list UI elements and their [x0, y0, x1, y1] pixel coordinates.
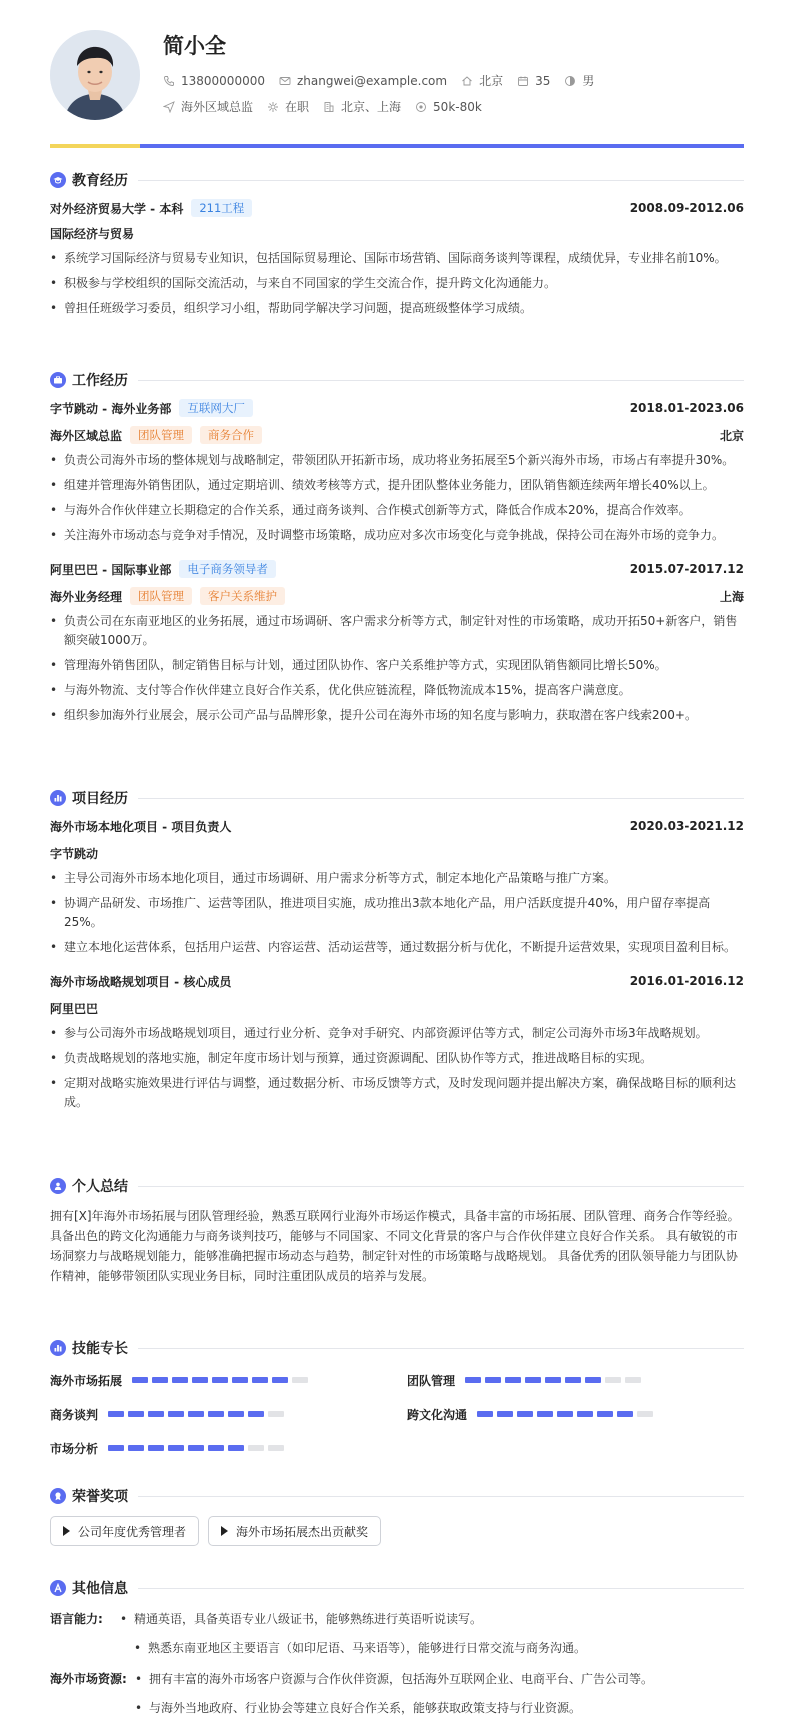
section-header [50, 370, 744, 390]
header-divider [50, 144, 744, 148]
age-item [517, 74, 550, 88]
phone-item [163, 74, 265, 88]
section-title: 荣誉奖项 [72, 1489, 128, 1505]
position-item [163, 98, 253, 115]
job-bullets [50, 612, 744, 725]
candidate-name: 简小全 [163, 34, 226, 58]
section-header [50, 1338, 744, 1358]
list-item: • 定期对战略实施效果进行评估与调整，通过数据分析、市场反馈等方式，及时发现问题并提出解决方案，确保战略目标的顺利达成。 [50, 1074, 744, 1112]
play-triangle-icon [221, 1526, 228, 1536]
avatar [50, 30, 140, 120]
section-rule [138, 1186, 744, 1187]
education-period: 2008.09-2012.06 [629, 201, 744, 215]
skill-item [50, 1406, 288, 1422]
job-role-row [50, 586, 744, 606]
skill-segment-filled [168, 1445, 184, 1451]
skill-segment-filled [497, 1411, 513, 1417]
section-header [50, 170, 744, 190]
section-header [50, 788, 744, 808]
skill-segment-empty [292, 1377, 308, 1383]
project-name: 海外市场战略规划项目 - 核心成员 [50, 974, 232, 989]
position-text: 海外区域总监 [181, 100, 254, 114]
section-title: 技能专长 [72, 1341, 128, 1357]
bar-chart-icon [50, 1340, 66, 1356]
play-triangle-icon [63, 1526, 70, 1536]
project-bullets [50, 1024, 744, 1112]
skill-segment-filled [208, 1411, 224, 1417]
city-text: 北京 [479, 74, 504, 88]
job-header [50, 398, 744, 418]
section-title: 个人总结 [72, 1179, 128, 1195]
section-rule [138, 1348, 744, 1349]
gender-text: 男 [582, 74, 595, 88]
projects-section [50, 788, 744, 1112]
other-group-bullets [120, 1610, 744, 1658]
skill-name: 商务谈判 [50, 1407, 99, 1422]
section-rule [138, 180, 744, 181]
school-tag: 211工程 [191, 199, 252, 217]
company-tag: 电子商务领导者 [179, 560, 276, 578]
project-org: 字节跳动 [50, 846, 99, 861]
job-header [50, 559, 744, 579]
skills-grid [50, 1358, 744, 1458]
skill-segment-filled [617, 1411, 633, 1417]
skill-segment-filled [208, 1445, 224, 1451]
phone-text: 13800000000 [181, 73, 265, 88]
job-role: 海外业务经理 [50, 589, 123, 604]
project-org-row [50, 998, 744, 1018]
section-title: 项目经历 [72, 791, 128, 807]
skill-segment-filled [108, 1411, 124, 1417]
skill-segment-filled [585, 1377, 601, 1383]
project-header [50, 971, 744, 991]
education-entry-header [50, 198, 744, 218]
target-city-text: 北京、上海 [341, 100, 402, 114]
calendar-icon [517, 75, 529, 87]
skill-segment-filled [545, 1377, 561, 1383]
project-bullets [50, 869, 744, 957]
skill-segment-filled [192, 1377, 208, 1383]
section-title: 其他信息 [72, 1581, 128, 1597]
award-badge [50, 1516, 199, 1546]
skill-level-bar [477, 1411, 657, 1417]
job-period: 2015.07-2017.12 [629, 562, 744, 576]
mail-icon [279, 75, 291, 87]
list-item: • 与海外物流、支付等合作伙伴建立良好合作关系，优化供应链流程，降低物流成本15%，提高客户满意度。 [50, 681, 744, 700]
list-item: • 与海外当地政府、行业协会等建立良好合作关系，能够获取政策支持与行业资源。 [135, 1699, 744, 1718]
briefcase-icon [50, 372, 66, 388]
other-group-label: 海外市场资源: [50, 1672, 127, 1686]
major-row [50, 223, 744, 243]
skills-section [50, 1338, 744, 1458]
skill-level-bar [108, 1445, 288, 1451]
list-item: • 组建并管理海外销售团队，通过定期培训、绩效考核等方式，提升团队整体业务能力，团队销售额连续两年增长40%以上。 [50, 476, 744, 495]
skill-segment-empty [268, 1411, 284, 1417]
company-name: 阿里巴巴 - 国际事业部 [50, 562, 172, 577]
award-badge [208, 1516, 381, 1546]
section-title: 教育经历 [72, 173, 128, 189]
list-item: • 精通英语，具备英语专业八级证书，能够熟练进行英语听说读写。 [120, 1610, 744, 1629]
skill-segment-filled [232, 1377, 248, 1383]
education-bullets [50, 249, 744, 318]
avatar-portrait-icon [50, 30, 140, 120]
list-item: • 管理海外销售团队，制定销售目标与计划，通过团队协作、客户关系维护等方式，实现团队销售额同比增长50%。 [50, 656, 744, 675]
list-item: • 建立本地化运营体系，包括用户运营、内容运营、活动运营等，通过数据分析与优化，不断提升运营效果，实现项目盈利目标。 [50, 938, 744, 957]
user-icon [564, 75, 576, 87]
skill-level-bar [108, 1411, 288, 1417]
other-group-label: 语言能力: [50, 1612, 103, 1626]
city-item [461, 72, 503, 89]
role-tag: 商务合作 [200, 426, 262, 444]
section-title: 工作经历 [72, 373, 128, 389]
section-rule [138, 1496, 744, 1497]
email-text: zhangwei@example.com [296, 73, 448, 88]
home-icon [461, 75, 473, 87]
skill-level-bar [465, 1377, 645, 1383]
project-org-row [50, 843, 744, 863]
section-rule [138, 380, 744, 381]
gear-icon [267, 101, 279, 113]
skill-item [50, 1440, 288, 1456]
job-location: 上海 [719, 589, 744, 604]
section-rule [138, 798, 744, 799]
summary-text: 拥有[X]年海外市场拓展与团队管理经验，熟悉互联网行业海外市场运作模式，具备丰富的市场拓展、团队管理、商务合作等经验。 具备出色的跨文化沟通能力与商务谈判技巧，能够与不同国家、不同文化背景的客户与合作伙伴建立良好合作关系。 具有敏锐的市场洞察力与战略规划能力，能够准确把握市场动态与趋势，制定针对性的市场策略与战略规划。 具备优秀的团队领导能力与团队协作精神，能够带领团队实现业务目标，同时注重团队成员的培养与发展。 [50, 1209, 740, 1283]
skill-name: 市场分析 [50, 1441, 99, 1456]
list-item: • 与海外合作伙伴建立长期稳定的合作关系，通过商务谈判、合作模式创新等方式，降低合作成本20%，提高合作效率。 [50, 501, 744, 520]
award-label: 公司年度优秀管理者 [78, 1524, 187, 1539]
header-divider-accent [50, 144, 140, 148]
skill-segment-filled [465, 1377, 481, 1383]
skill-item [407, 1372, 645, 1388]
skill-segment-filled [228, 1411, 244, 1417]
awards-section [50, 1486, 744, 1546]
list-item: • 系统学习国际经济与贸易专业知识，包括国际贸易理论、国际市场营销、国际商务谈判等课程，成绩优异，专业排名前10%。 [50, 249, 744, 268]
summary-section [50, 1176, 744, 1286]
work-section [50, 370, 744, 725]
other-group-bullets [135, 1670, 744, 1718]
skill-segment-empty [637, 1411, 653, 1417]
role-tag: 团队管理 [130, 587, 192, 605]
project-org: 阿里巴巴 [50, 1001, 99, 1016]
skill-level-bar [132, 1377, 312, 1383]
skill-segment-filled [477, 1411, 493, 1417]
project-period: 2016.01-2016.12 [629, 974, 744, 988]
job-bullets [50, 451, 744, 545]
skill-segment-filled [132, 1377, 148, 1383]
award-medal-icon [50, 1488, 66, 1504]
skill-segment-filled [188, 1411, 204, 1417]
info-letter-icon [50, 1580, 66, 1596]
skill-segment-filled [128, 1445, 144, 1451]
profile-header [50, 30, 744, 140]
project-name: 海外市场本地化项目 - 项目负责人 [50, 819, 232, 834]
skill-segment-empty [248, 1445, 264, 1451]
major-name: 国际经济与贸易 [50, 226, 135, 241]
list-item: • 曾担任班级学习委员，组织学习小组，帮助同学解决学习问题，提高班级整体学习成绩。 [50, 299, 744, 318]
skill-segment-filled [577, 1411, 593, 1417]
job-period: 2018.01-2023.06 [629, 401, 744, 415]
coin-icon [415, 101, 427, 113]
section-header [50, 1578, 744, 1598]
email-item [279, 74, 447, 88]
company-tag: 互联网大厂 [179, 399, 253, 417]
status-item [267, 98, 309, 115]
list-item: • 负责公司海外市场的整体规划与战略制定，带领团队开拓新市场，成功将业务拓展至5个新兴海外市场，市场占有率提升30%。 [50, 451, 744, 470]
skill-segment-filled [272, 1377, 288, 1383]
list-item: • 积极参与学校组织的国际交流活动，与来自不同国家的学生交流合作，提升跨文化沟通能力。 [50, 274, 744, 293]
list-item: • 拥有丰富的海外市场客户资源与合作伙伴资源，包括海外互联网企业、电商平台、广告公司等。 [135, 1670, 744, 1689]
skill-name: 团队管理 [407, 1373, 456, 1388]
company-name: 字节跳动 - 海外业务部 [50, 401, 172, 416]
skill-segment-filled [248, 1411, 264, 1417]
person-icon [50, 1178, 66, 1194]
skill-segment-empty [625, 1377, 641, 1383]
skill-segment-filled [148, 1411, 164, 1417]
list-item: • 组织参加海外行业展会，展示公司产品与品牌形象，提升公司在海外市场的知名度与影响力，获取潜在客户线索200+。 [50, 706, 744, 725]
job-role-row [50, 425, 744, 445]
skill-segment-filled [252, 1377, 268, 1383]
skill-segment-filled [537, 1411, 553, 1417]
salary-text: 50k-80k [433, 99, 482, 114]
skill-segment-filled [565, 1377, 581, 1383]
skill-segment-filled [152, 1377, 168, 1383]
section-header [50, 1486, 744, 1506]
skill-item [50, 1372, 312, 1388]
target-city-item [323, 98, 401, 115]
send-icon [163, 101, 175, 113]
education-section [50, 170, 744, 318]
section-rule [138, 1588, 744, 1589]
skill-segment-empty [605, 1377, 621, 1383]
job-intent-row [163, 98, 496, 115]
school-name: 对外经济贸易大学 - 本科 [50, 201, 184, 216]
list-item: • 关注海外市场动态与竞争对手情况，及时调整市场策略，成功应对多次市场变化与竞争挑战，保持公司在海外市场的竞争力。 [50, 526, 744, 545]
list-item: • 熟悉东南亚地区主要语言（如印尼语、马来语等），能够进行日常交流与商务沟通。 [134, 1639, 744, 1658]
list-item: • 负责公司在东南亚地区的业务拓展，通过市场调研、客户需求分析等方式，制定针对性的市场策略，成功开拓50+新客户，销售额突破1000万。 [50, 612, 744, 650]
skill-name: 跨文化沟通 [407, 1407, 468, 1422]
skill-segment-filled [597, 1411, 613, 1417]
graduation-cap-icon [50, 172, 66, 188]
skill-segment-filled [485, 1377, 501, 1383]
list-item: • 负责战略规划的落地实施，制定年度市场计划与预算，通过资源调配、团队协作等方式，推进战略目标的实现。 [50, 1049, 744, 1068]
skill-segment-filled [557, 1411, 573, 1417]
skill-segment-filled [172, 1377, 188, 1383]
skill-segment-empty [268, 1445, 284, 1451]
job-location: 北京 [719, 428, 744, 443]
skill-segment-filled [212, 1377, 228, 1383]
contact-row [163, 72, 608, 89]
skill-segment-filled [168, 1411, 184, 1417]
role-tag: 客户关系维护 [200, 587, 285, 605]
skill-segment-filled [188, 1445, 204, 1451]
bar-chart-icon [50, 790, 66, 806]
skill-segment-filled [108, 1445, 124, 1451]
project-header [50, 816, 744, 836]
other-section [50, 1578, 744, 1718]
skill-segment-filled [505, 1377, 521, 1383]
skill-name: 海外市场拓展 [50, 1373, 123, 1388]
list-item: • 协调产品研发、市场推广、运营等团队，推进项目实施，成功推出3款本地化产品，用户活跃度提升40%，用户留存率提高25%。 [50, 894, 744, 932]
age-text: 35 [535, 73, 551, 88]
skill-segment-filled [148, 1445, 164, 1451]
skill-item [407, 1406, 657, 1422]
job-role: 海外区域总监 [50, 428, 123, 443]
project-period: 2020.03-2021.12 [629, 819, 744, 833]
section-header [50, 1176, 744, 1196]
skill-segment-filled [228, 1445, 244, 1451]
status-text: 在职 [285, 100, 310, 114]
list-item: • 主导公司海外市场本地化项目，通过市场调研、用户需求分析等方式，制定本地化产品策略与推广方案。 [50, 869, 744, 888]
skill-segment-filled [128, 1411, 144, 1417]
list-item: • 参与公司海外市场战略规划项目，通过行业分析、竞争对手研究、内部资源评估等方式，制定公司海外市场3年战略规划。 [50, 1024, 744, 1043]
skill-segment-filled [517, 1411, 533, 1417]
gender-item [564, 72, 594, 89]
award-label: 海外市场拓展杰出贡献奖 [236, 1524, 369, 1539]
skill-segment-filled [525, 1377, 541, 1383]
salary-item [415, 100, 482, 114]
building-icon [323, 101, 335, 113]
role-tag: 团队管理 [130, 426, 192, 444]
phone-icon [163, 75, 175, 87]
